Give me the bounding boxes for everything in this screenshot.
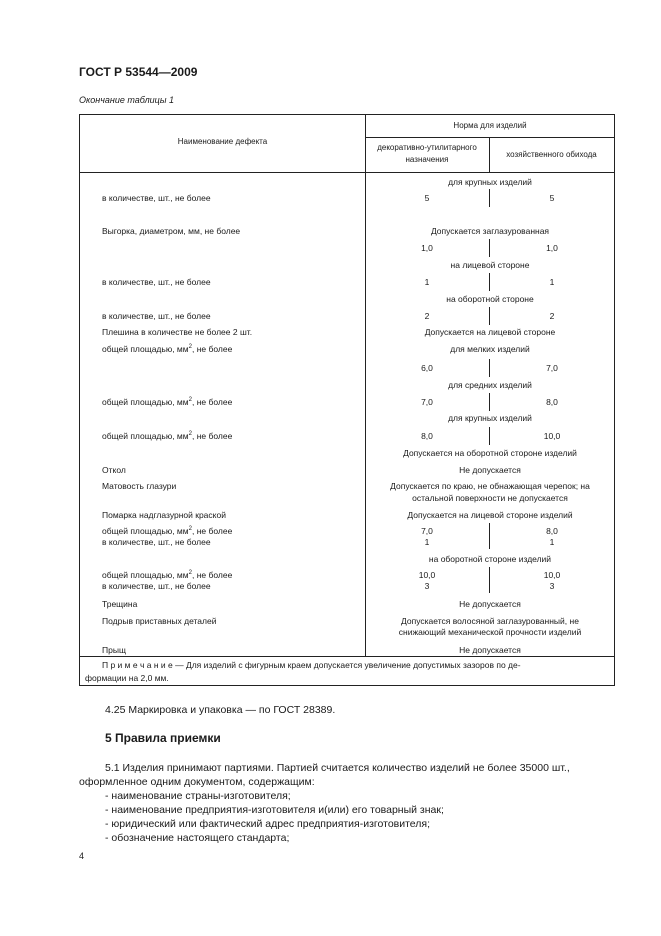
table-caption: Окончание таблицы 1	[79, 95, 174, 105]
cell-label: Подрыв приставных деталей	[102, 616, 217, 626]
cell-span: для средних изделий	[448, 380, 532, 390]
cell-label: в количестве, шт., не более	[102, 193, 211, 203]
cell-value-col2: 2	[549, 311, 555, 321]
cell-span: Допускается волосяной заглазурованный, не	[401, 616, 579, 626]
cell-value-col2: 5	[549, 193, 555, 203]
cell-value-col2: 1	[549, 277, 555, 287]
cell-value-col2: 10,0	[543, 570, 561, 580]
cell-value-col1: 3	[424, 581, 430, 591]
paragraph-5-1-cont: оформленное одним документом, содержащим:	[79, 776, 315, 788]
cell-span: Допускается на лицевой стороне изделий	[407, 510, 573, 520]
cell-value-col1: 1	[424, 537, 430, 547]
value-divider	[489, 189, 490, 207]
cell-value-col2: 1,0	[546, 243, 558, 253]
cell-label: Плешина в количестве не более 2 шт.	[102, 327, 253, 337]
list-item: - наименование страны-изготовителя;	[105, 790, 291, 802]
cell-value-col1: 10,0	[418, 570, 436, 580]
cell-span: для крупных изделий	[448, 413, 532, 423]
cell-span: на оборотной стороне изделий	[428, 554, 552, 564]
cell-label: общей площадью, $мм^2$, не более	[102, 570, 233, 580]
value-divider	[489, 567, 490, 593]
header-defect: Наименование дефекта	[177, 137, 268, 146]
value-divider	[489, 427, 490, 445]
cell-value-col1: 7,0	[421, 397, 433, 407]
cell-span: Допускается на лицевой стороне	[424, 327, 556, 337]
table-note-line1: П р и м е ч а н и е — Для изделий с фигурным краем допускается увеличение допустимых зазоров по де-	[102, 660, 521, 670]
cell-value-col2: 7,0	[546, 363, 558, 373]
cell-span: Допускается на оборотной стороне изделий	[403, 448, 577, 458]
cell-span: Допускается заглазурованная	[430, 226, 550, 236]
cell-span: на оборотной стороне	[446, 294, 534, 304]
list-item: - юридический или фактический адрес предприятия-изготовителя;	[105, 818, 431, 830]
cell-span: Не допускается	[459, 599, 521, 609]
cell-span: на лицевой стороне	[450, 260, 530, 270]
cell-span: снижающий механической прочности изделий	[398, 627, 582, 637]
cell-value-col2: 1	[549, 537, 555, 547]
header-col1: декоративно-утилитарного назначения	[377, 143, 477, 164]
table-note-line2: формации на 2,0 мм.	[85, 673, 169, 683]
cell-value-col1: 6,0	[421, 363, 433, 373]
value-divider	[489, 273, 490, 291]
cell-value-col2: 10,0	[543, 431, 561, 441]
defects-table	[79, 114, 615, 686]
cell-span: остальной поверхности не допускается	[412, 493, 568, 503]
cell-span: Допускается по краю, не обнажающая черепок; на	[390, 481, 590, 491]
paragraph-4-25: 4.25 Маркировка и упаковка — по ГОСТ 28389.	[105, 704, 336, 716]
cell-label: Трещина	[102, 599, 138, 609]
page-number: 4	[79, 851, 85, 861]
cell-label: общей площадью, $мм^2$, не более	[102, 344, 233, 354]
cell-label: в количестве, шт., не более	[102, 277, 211, 287]
cell-label: общей площадью, $мм^2$, не более	[102, 431, 233, 441]
cell-value-col1: 5	[424, 193, 430, 203]
value-divider	[489, 359, 490, 377]
paragraph-5-1: 5.1 Изделия принимают партиями. Партией считается количество изделий не более 35000 шт.,	[105, 762, 570, 774]
value-divider	[489, 307, 490, 325]
cell-span: Не допускается	[459, 465, 521, 475]
cell-span: Не допускается	[459, 645, 521, 655]
cell-label: Прыщ	[102, 645, 126, 655]
cell-label: в количестве, шт., не более	[102, 537, 211, 547]
cell-label: Выгорка, диаметром, мм, не более	[102, 226, 241, 236]
section-title: 5 Правила приемки	[105, 731, 221, 745]
value-divider	[489, 523, 490, 549]
cell-value-col1: 8,0	[421, 431, 433, 441]
cell-value-col1: 1	[424, 277, 430, 287]
header-col2: хозяйственного обихода	[506, 150, 597, 159]
cell-value-col2: 8,0	[546, 397, 558, 407]
list-item: - обозначение настоящего стандарта;	[105, 832, 290, 844]
header-bottom-line	[80, 172, 614, 173]
cell-label: Помарка надглазурной краской	[102, 510, 226, 520]
document-header: ГОСТ Р 53544—2009	[79, 65, 198, 79]
cell-label: Матовость глазури	[102, 481, 177, 491]
cell-span: для мелких изделий	[450, 344, 530, 354]
cell-value-col2: 3	[549, 581, 555, 591]
header-norm: Норма для изделий	[453, 121, 527, 130]
cell-value-col1: 2	[424, 311, 430, 321]
cell-label: в количестве, шт., не более	[102, 581, 211, 591]
cell-label: общей площадью, $мм^2$, не более	[102, 526, 233, 536]
cell-value-col1: 7,0	[421, 526, 433, 536]
list-item: - наименование предприятия-изготовителя и(или) его товарный знак;	[105, 804, 444, 816]
cell-span: для крупных изделий	[448, 177, 532, 187]
header-divider	[365, 137, 615, 138]
value-divider	[489, 239, 490, 257]
cell-label: Откол	[102, 465, 126, 475]
value-divider	[489, 393, 490, 411]
cell-label: в количестве, шт., не более	[102, 311, 211, 321]
cell-label: общей площадью, $мм^2$, не более	[102, 397, 233, 407]
cell-value-col2: 8,0	[546, 526, 558, 536]
cell-value-col1: 1,0	[421, 243, 433, 253]
